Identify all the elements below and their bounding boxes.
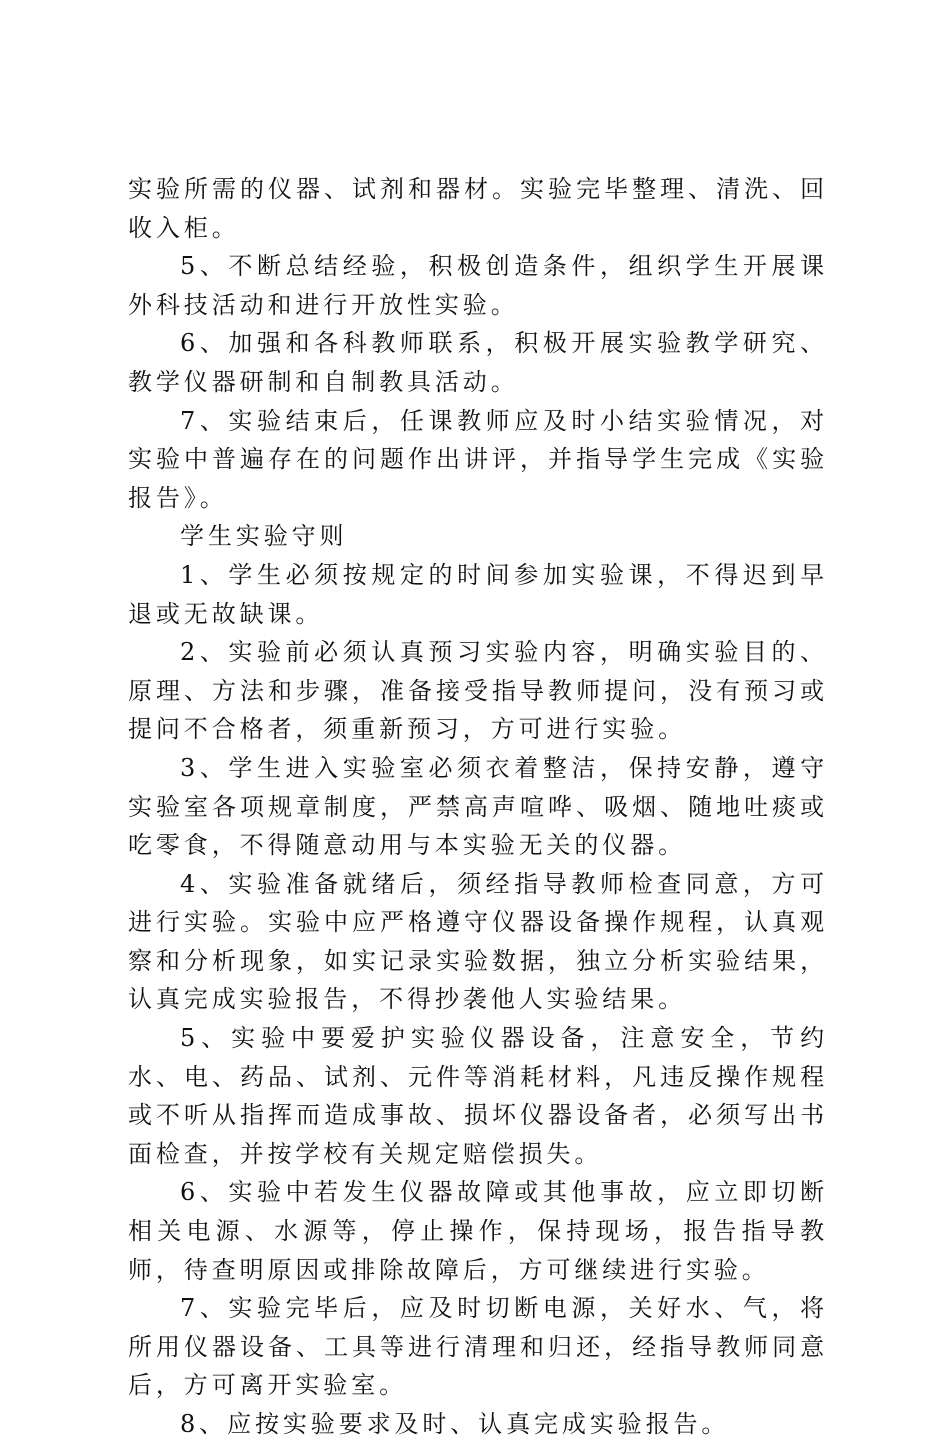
rule-item-6: 6、实验中若发生仪器故障或其他事故，应立即切断相关电源、水源等，停止操作，保持现场，报告指导教师，待查明原因或排除故障后，方可继续进行实验。 [128,1178,828,1284]
paragraph-item-6: 6、加强和各科教师联系，积极开展实验教学研究、教学仪器研制和自制教具活动。 [128,329,828,396]
paragraph-item-5: 5、不断总结经验，积极创造条件，组织学生开展课外科技活动和进行开放性实验。 [128,252,828,319]
section-title: 学生实验守则 [180,522,348,551]
rule-item-7: 7、实验完毕后，应及时切断电源，关好水、气，将所用仪器设备、工具等进行清理和归还，经指导教师同意后，方可离开实验室。 [128,1294,828,1400]
rule-item-4: 4、实验准备就绪后，须经指导教师检查同意，方可进行实验。实验中应严格遵守仪器设备操作规程，认真观察和分析现象，如实记录实验数据，独立分析实验结果，认真完成实验报告，不得抄袭他人实验结果。 [128,869,828,1014]
document-body [128,170,828,1444]
rule-item-8: 8、应按实验要求及时、认真完成实验报告。 [180,1410,730,1438]
paragraph-continuation: 实验所需的仪器、试剂和器材。实验完毕整理、清洗、回收入柜。 [128,175,828,242]
rule-item-5: 5、实验中要爱护实验仪器设备，注意安全，节约水、电、药品、试剂、元件等消耗材料，凡违反操作规程或不听从指挥而造成事故、损坏仪器设备者，必须写出书面检查，并按学校有关规定赔偿损失。 [128,1024,828,1168]
rule-item-1: 1、学生必须按规定的时间参加实验课，不得迟到早退或无故缺课。 [128,560,828,628]
rule-item-2: 2、实验前必须认真预习实验内容，明确实验目的、原理、方法和步骤，准备接受指导教师提问，没有预习或提问不合格者，须重新预习，方可进行实验。 [128,638,828,744]
paragraph-item-7: 7、实验结束后，任课教师应及时小结实验情况，对实验中普遍存在的问题作出讲评，并指导学生完成《实验报告》。 [128,406,828,512]
rule-item-3: 3、学生进入实验室必须衣着整洁，保持安静，遵守实验室各项规章制度，严禁高声喧哗、吸烟、随地吐痰或吃零食，不得随意动用与本实验无关的仪器。 [128,753,828,860]
